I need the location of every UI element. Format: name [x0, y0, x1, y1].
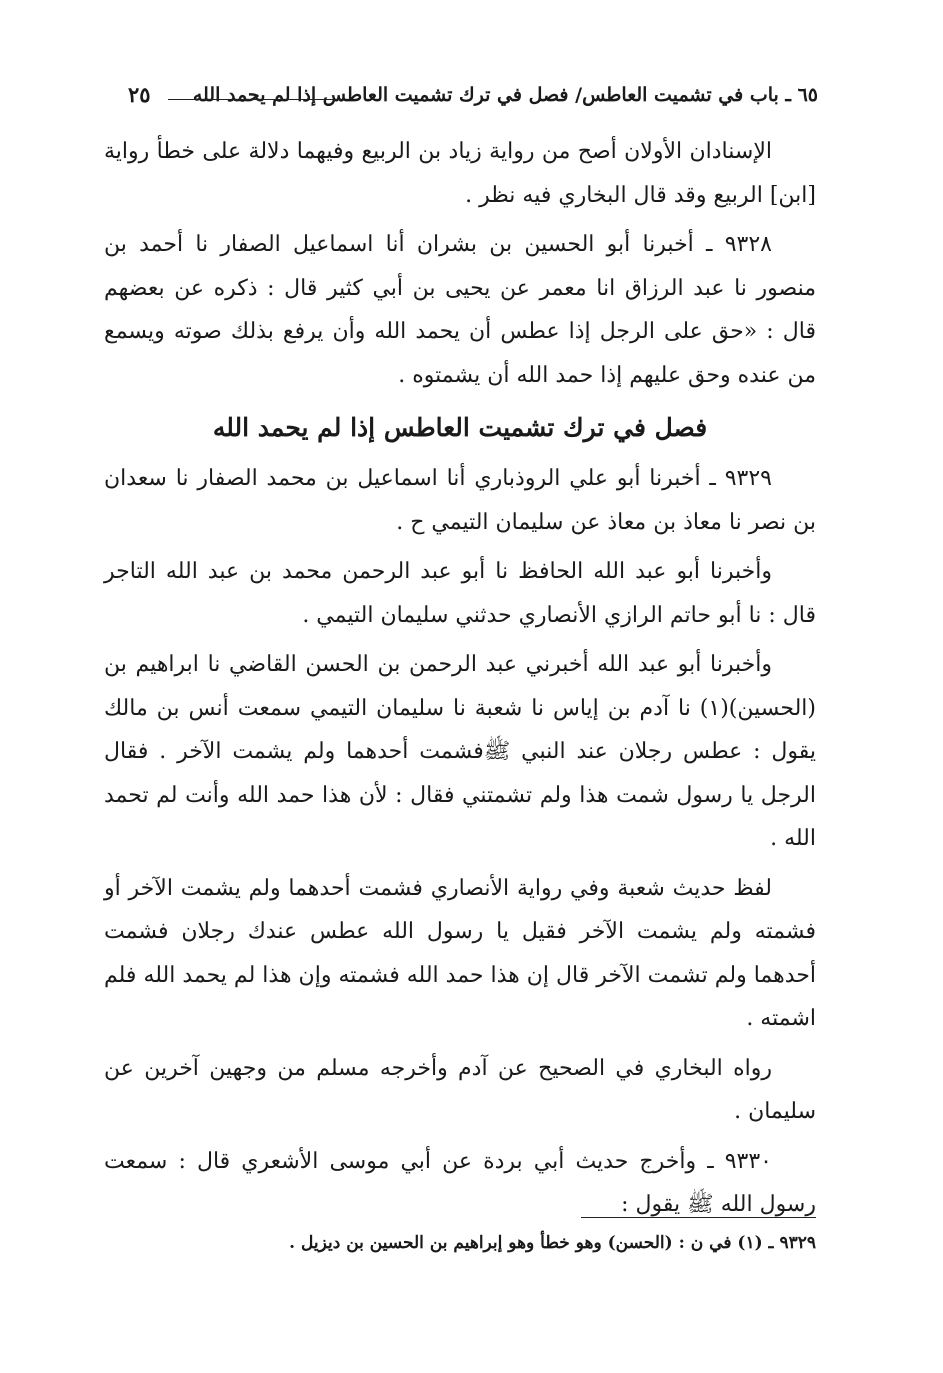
running-title: ٦٥ ـ باب في تشميت العاطس/ فصل في ترك تشميت العاطس إذا لم يحمد الله — [192, 84, 818, 106]
paragraph: ٩٣٢٨ ـ أخبرنا أبو الحسين بن بشران أنا اسماعيل الصفار نا أحمد بن منصور نا عبد الرزاق انا معمر عن يحيى بن أبي كثير قال : ذكره عن بعضهم قال : «حق على الرجل إذا عطس أن يحمد الله وأن يرفع بذلك صوته ويسمع من عنده وحق عليهم إذا حمد الله أن يشمتوه . — [104, 232, 816, 388]
paragraph: وأخبرنا أبو عبد الله الحافظ نا أبو عبد الرحمن محمد بن عبد الله التاجر قال : نا أبو حاتم الرازي الأنصاري حدثني سليمان التيمي . — [104, 559, 816, 628]
paragraph: رواه البخاري في الصحيح عن آدم وأخرجه مسلم من وجهين آخرين عن سليمان . — [104, 1055, 816, 1124]
footnote: ٩٣٢٩ ـ (١) في ن : (الحسن) وهو خطأ وهو إبراهيم بن الحسين بن ديزيل . — [289, 1233, 816, 1253]
paragraph: الإسنادان الأولان أصح من رواية زياد بن الربيع وفيهما دلالة على خطأ رواية [ابن] الربيع وقد قال البخاري فيه نظر . — [104, 139, 816, 208]
paragraph: وأخبرنا أبو عبد الله أخبرني عبد الرحمن بن الحسن القاضي نا ابراهيم بن (الحسين)(١) نا آدم بن إياس نا شعبة نا سليمان التيمي سمعت أنس بن مالك يقول : عطس رجلان عند النبي ﷺفشمت أحدهما ولم يشمت الآخر . فقال الرجل يا رسول شمت هذا ولم تشمتني فقال : لأن هذا حمد الله وأنت لم تحمد الله . — [104, 652, 816, 851]
page-number: ٢٥ — [128, 82, 151, 107]
main-text — [104, 130, 816, 1233]
paragraph: لفظ حديث شعبة وفي رواية الأنصاري فشمت أحدهما ولم يشمت الآخر أو فشمته ولم يشمت الآخر فقيل يا رسول الله عطس عندك رجلان فشمت أحدهما ولم تشمت الآخر قال إن هذا حمد الله فشمته وإن هذا لم يحمد الله فلم اشمته . — [104, 875, 816, 1031]
running-header — [118, 80, 818, 120]
footnote-rule — [581, 1217, 816, 1218]
paragraph: ٩٣٣٠ ـ وأخرج حديث أبي بردة عن أبي موسى الأشعري قال : سمعت رسول الله ﷺ يقول : — [104, 1148, 816, 1217]
paragraph: ٩٣٢٩ ـ أخبرنا أبو علي الروذباري أنا اسماعيل بن محمد الصفار نا سعدان بن نصر نا معاذ بن معاذ عن سليمان التيمي ح . — [104, 466, 816, 535]
section-heading: فصل في ترك تشميت العاطس إذا لم يحمد الله — [212, 413, 708, 442]
header-rule — [168, 99, 346, 100]
